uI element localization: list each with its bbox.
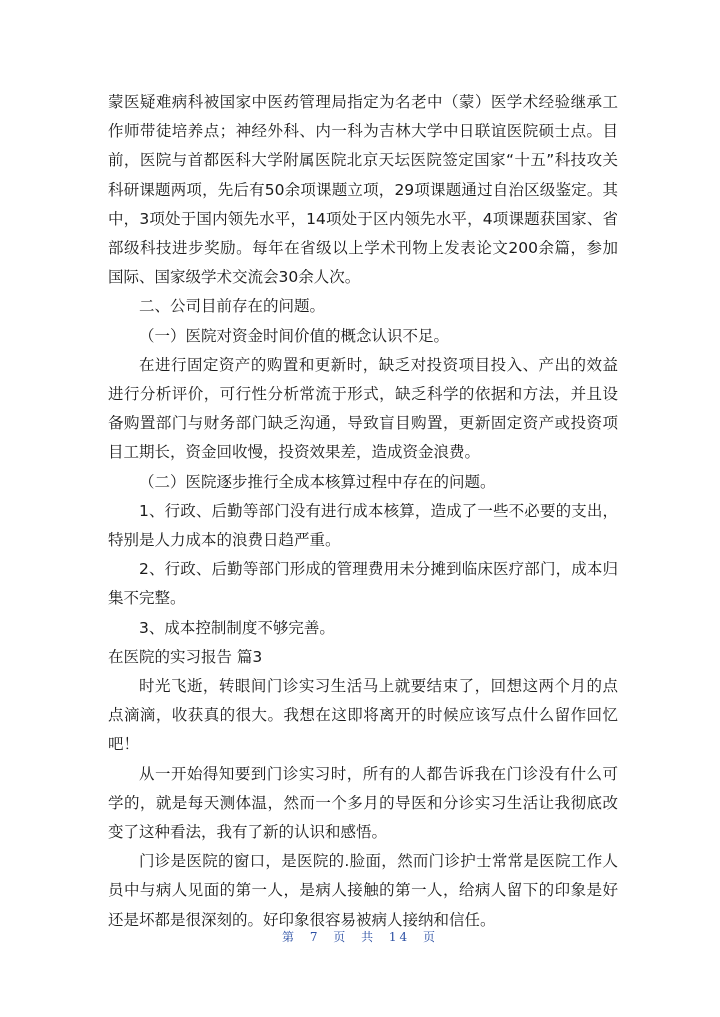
- page-number-footer: 第 7 页 共 14 页: [282, 930, 438, 944]
- article-title: 在医院的实习报告 篇3: [108, 647, 263, 666]
- paragraph: 从一开始得知要到门诊实习时，所有的人都告诉我在门诊没有什么可学的，就是每天测体温，然而一个多月的导医和分诊实习生活让我彻底改变了这种看法，我有了新的认识和感悟。: [108, 764, 618, 842]
- subsection-heading: （一）医院对资金时间价值的概念认识不足。: [139, 326, 450, 345]
- subsection-heading: （二）医院逐步推行全成本核算过程中存在的问题。: [139, 472, 496, 491]
- paragraph: 在进行固定资产的购置和更新时，缺乏对投资项目投入、产出的效益进行分析评价，可行性分析常流于形式，缺乏科学的依据和方法，并且设备购置部门与财务部门缺乏沟通，导致盲目购置，更新固定资产或投资项目工期长，资金回收慢，投资效果差，造成资金浪费。: [108, 355, 618, 462]
- list-item: 2、行政、后勤等部门形成的管理费用未分摊到临床医疗部门，成本归集不完整。: [108, 560, 618, 608]
- list-item: 1、行政、后勤等部门没有进行成本核算，造成了一些不必要的支出，特别是人力成本的浪费日趋严重。: [108, 501, 618, 550]
- document-body: [108, 88, 618, 935]
- paragraph: 门诊是医院的窗口，是医院的.脸面，然而门诊护士常常是医院工作人员中与病人见面的第一人，是病人接触的第一人，给病人留下的印象是好还是坏都是很深刻的。好印象很容易被病人接纳和信任。: [108, 852, 618, 929]
- paragraph: 时光飞逝，转眼间门诊实习生活马上就要结束了，回想这两个月的点点滴滴，收获真的很大。我想在这即将离开的时候应该写点什么留作回忆吧！: [108, 677, 618, 754]
- paragraph: 蒙医疑难病科被国家中医药管理局指定为名老中（蒙）医学术经验继承工作师带徒培养点；神经外科、内一科为吉林大学中日联谊医院硕士点。目前，医院与首都医科大学附属医院北京天坛医院签定国家“十五”科技攻关科研课题两项，先后有50余项课题立项，29项课题通过自治区级鉴定。其中，3项处于国内领先水平，14项处于区内领先水平，4项课题获国家、省部级科技进步奖励。每年在省级以上学术刊物上发表论文200余篇，参加国际、国家级学术交流会30余人次。: [108, 93, 618, 287]
- list-item: 3、成本控制制度不够完善。: [139, 618, 335, 637]
- section-heading: 二、公司目前存在的问题。: [139, 297, 326, 316]
